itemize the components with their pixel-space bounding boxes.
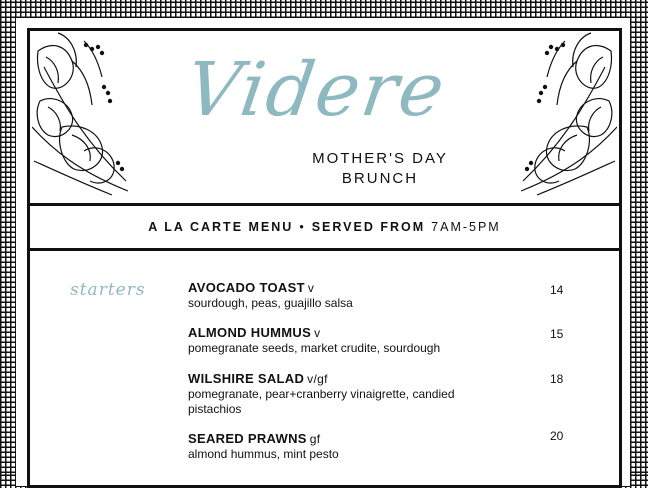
restaurant-logo: Videre	[180, 47, 452, 133]
subtitle-line-1: MOTHER'S DAY	[312, 150, 448, 167]
item-price: 15	[550, 327, 564, 341]
item-description: sourdough, peas, guajillo salsa	[188, 296, 353, 310]
menu-item	[188, 325, 488, 356]
section-title-starters: starters	[70, 280, 146, 300]
service-hours: 7AM-5PM	[431, 220, 501, 234]
menu-item	[188, 371, 488, 417]
served-from-label: SERVED FROM	[311, 220, 426, 234]
dietary-tag: gf	[309, 432, 321, 446]
event-subtitle	[300, 149, 460, 189]
subtitle-line-2: BRUNCH	[341, 170, 419, 187]
menu-card	[27, 28, 622, 488]
item-name: WILSHIRE SALAD	[188, 371, 305, 386]
item-name: ALMOND HUMMUS	[188, 325, 312, 340]
menu-item	[188, 431, 488, 462]
item-description: pomegranate seeds, market crudite, sourdough	[188, 341, 441, 355]
tulip-floral-icon	[517, 31, 617, 197]
item-description: pomegranate, pear+cranberry vinaigrette, candied pistachios	[188, 387, 455, 416]
tulip-floral-icon	[32, 31, 132, 197]
item-description: almond hummus, mint pesto	[188, 447, 339, 461]
menu-header	[30, 31, 619, 203]
dietary-tag: v	[314, 326, 321, 340]
item-price: 18	[550, 372, 564, 386]
menu-info-band	[30, 203, 619, 251]
dietary-tag: v	[307, 281, 315, 295]
menu-item	[188, 280, 488, 311]
menu-type-label: A LA CARTE MENU	[148, 220, 294, 234]
item-name: AVOCADO TOAST	[188, 280, 305, 295]
item-name: SEARED PRAWNS	[188, 431, 307, 446]
item-price: 14	[550, 283, 564, 297]
item-price: 20	[550, 429, 564, 443]
dietary-tag: v/gf	[307, 372, 328, 386]
bullet-separator: •	[299, 220, 306, 234]
